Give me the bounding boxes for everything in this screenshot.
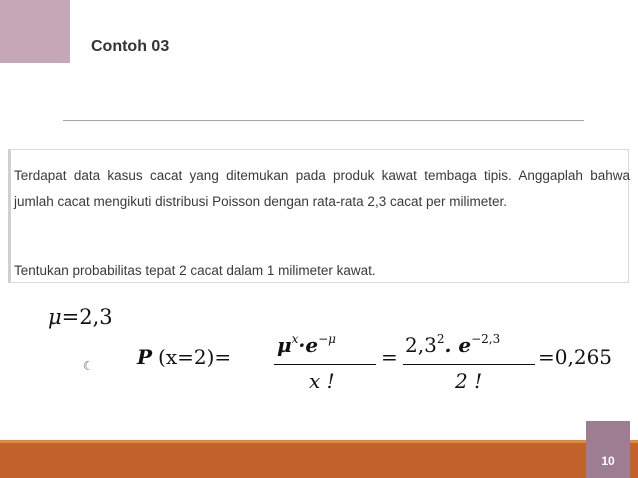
page-number-box	[586, 421, 630, 478]
mu-symbol: μ	[48, 305, 62, 329]
fraction2-bar	[403, 364, 535, 365]
mu-definition	[48, 305, 113, 329]
fraction2-denominator: 2 !	[455, 369, 483, 393]
page-number: 10	[601, 454, 615, 468]
formula-equals-1: =	[381, 345, 398, 369]
corner-accent-block	[0, 0, 70, 63]
formula-p: P	[137, 345, 153, 369]
formula-result: =0,265	[538, 345, 613, 369]
formula-lhs	[137, 345, 231, 369]
title-divider	[63, 120, 584, 121]
mu-value: =2,3	[61, 305, 113, 329]
fraction1-numerator: $\mu^x\cdot e^{-\mu}$	[277, 332, 336, 357]
slide-title: Contoh 03	[91, 38, 170, 55]
formula-lhs-args: (x=2)=	[158, 345, 232, 369]
fraction2-numerator: $2,3^2$. $e^{-2,3}$	[405, 332, 501, 357]
poisson-formula	[137, 333, 637, 403]
bullet-moon-icon: ☾	[83, 359, 94, 373]
footer-bar	[0, 440, 638, 478]
question-paragraph: Tentukan probabilitas tepat 2 cacat dalam 1 milimeter kawat.	[14, 263, 376, 278]
fraction1-bar	[274, 364, 376, 365]
problem-paragraph: Terdapat data kasus cacat yang ditemukan pada produk kawat tembaga tipis. Anggaplah bahwa jumlah cacat mengikuti distribusi Poisson dengan rata-rata 2,3 cacat per milimeter.	[14, 168, 630, 209]
fraction1-denominator: x !	[309, 369, 335, 393]
